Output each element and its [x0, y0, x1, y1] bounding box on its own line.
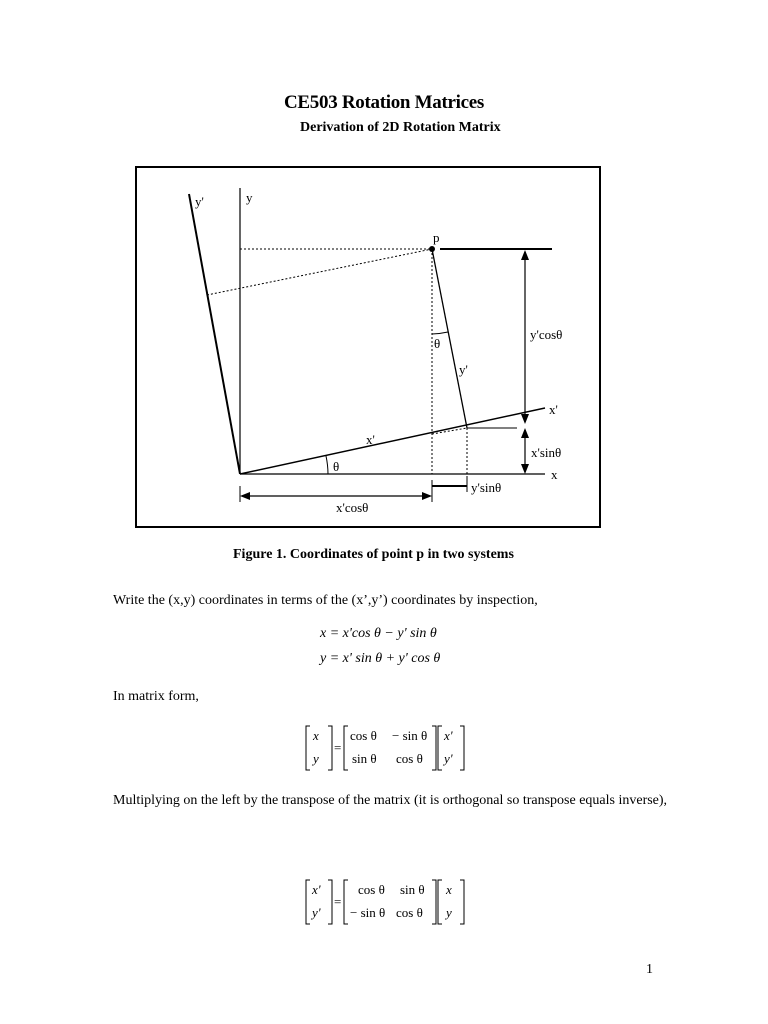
transpose-paragraph: Multiplying on the left by the transpose of the matrix (it is orthogonal so transpose equals inverse), [113, 793, 668, 808]
lhs-right-bracket [328, 726, 332, 770]
arrow-down-2 [521, 464, 529, 474]
rhs-y: y [446, 905, 452, 920]
lhs-left-bracket [306, 880, 310, 924]
label-theta-top: θ [434, 336, 441, 351]
equals-sign: = [334, 894, 342, 909]
label-y-prime-axis: y' [195, 194, 204, 209]
m11: cos θ [358, 882, 385, 897]
figure-rotation-diagram [135, 166, 601, 528]
m12: − sin θ [392, 728, 428, 743]
rhs-right-bracket [460, 726, 464, 770]
rotation-diagram-svg [137, 168, 599, 526]
arrow-down-1 [521, 414, 529, 424]
matrix-left-bracket [344, 880, 348, 924]
equation-y: y = x' sin θ + y' cos θ [320, 651, 441, 666]
label-x-axis: x [551, 467, 558, 482]
angle-arc-bottom [326, 456, 328, 474]
matrix-intro-paragraph: In matrix form, [113, 689, 199, 704]
rhs-right-bracket [460, 880, 464, 924]
m21: sin θ [352, 751, 377, 766]
rhs-x-prime: x' [444, 728, 453, 743]
m11: cos θ [350, 728, 377, 743]
rhs-left-bracket [438, 880, 442, 924]
lhs-y: y [313, 751, 319, 766]
page-number: 1 [646, 962, 653, 977]
p-to-y-prime-projection [207, 249, 432, 295]
arrow-up-1 [521, 250, 529, 260]
page-subtitle: Derivation of 2D Rotation Matrix [300, 120, 501, 135]
label-theta-bottom: θ [333, 459, 340, 474]
rhs-left-bracket [438, 726, 442, 770]
label-x-prime-axis: x' [549, 402, 558, 417]
label-y-axis: y [246, 190, 253, 205]
m21: − sin θ [350, 905, 386, 920]
m22: cos θ [396, 751, 423, 766]
equals-sign: = [334, 740, 342, 755]
point-p [429, 246, 435, 252]
lhs-y-prime: y' [312, 905, 321, 920]
matrix-left-bracket [344, 726, 348, 770]
label-x-prime-segment: x' [366, 432, 375, 447]
equation-x: x = x'cos θ − y' sin θ [320, 626, 437, 641]
page-title: CE503 Rotation Matrices [284, 92, 484, 113]
x-prime-axis-line [240, 408, 545, 474]
intro-paragraph: Write the (x,y) coordinates in terms of the (x’,y’) coordinates by inspection, [113, 593, 538, 608]
m12: sin θ [400, 882, 425, 897]
label-x-prime-sin: x'sinθ [531, 445, 562, 460]
matrix-right-bracket [432, 726, 436, 770]
rhs-x: x [446, 882, 452, 897]
label-y-prime-segment: y' [459, 362, 468, 377]
matrix-equation-1 [300, 722, 470, 774]
figure-caption: Figure 1. Coordinates of point p in two systems [233, 547, 514, 562]
lhs-right-bracket [328, 880, 332, 924]
label-y-prime-sin: y'sinθ [471, 480, 502, 495]
m22: cos θ [396, 905, 423, 920]
lhs-x: x [313, 728, 319, 743]
matrix-equation-2 [300, 876, 470, 928]
label-point-p: p [433, 230, 440, 245]
arrow-left-1 [240, 492, 250, 500]
label-x-prime-cos: x'cosθ [336, 500, 369, 515]
lhs-left-bracket [306, 726, 310, 770]
arrow-up-2 [521, 428, 529, 438]
y-prime-axis-line [189, 194, 240, 474]
arrow-right-1 [422, 492, 432, 500]
rhs-y-prime: y' [444, 751, 453, 766]
lhs-x-prime: x' [312, 882, 321, 897]
matrix-right-bracket [432, 880, 436, 924]
angle-arc-top [432, 332, 448, 334]
label-y-prime-cos: y'cosθ [530, 327, 563, 342]
